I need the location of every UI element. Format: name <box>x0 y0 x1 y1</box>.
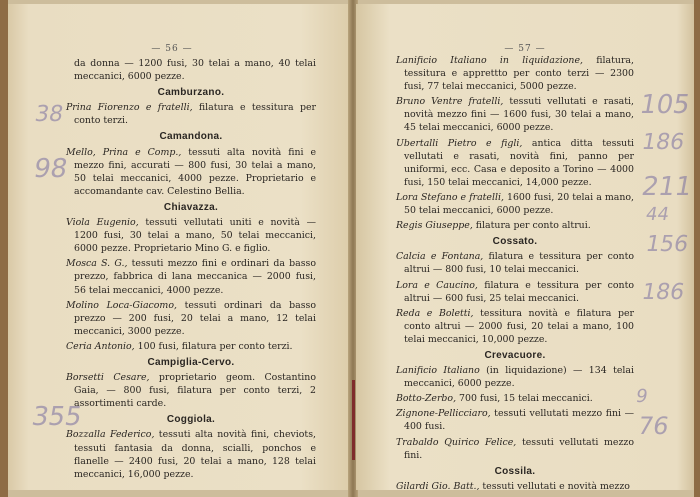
page-number-right: — 57 — <box>504 44 546 54</box>
company-entry <box>66 299 316 338</box>
company-name: Borsetti Cesare, <box>66 372 150 384</box>
company-name: Lora e Caucino, <box>396 279 478 291</box>
entry-details: tessuti alta novità fini e mezzo fini, accurati — 800 fusi, 30 telai a mano, 50 telai meccanici, 4000 pezze. Proprietario e accomandante cav. Celestino Bellia. <box>74 146 317 197</box>
pencil-note: 105 <box>637 90 693 120</box>
company-name: Viola Eugenio, <box>66 217 139 229</box>
entry-details: tessitura novità e filatura per conto altrui — 2000 fusi, 20 telai a mano, 100 telai meccanici, 10,000 pezze. <box>404 307 634 345</box>
entry-details: tessuti vellutati e rasati, novità mezzo fini — 1600 fusi, 30 telai a mano, 45 telai meccanici, 6000 pezze. <box>404 96 634 134</box>
town-heading: Chiavazza. <box>163 201 219 213</box>
entry-details: filatura per conto altrui. <box>472 220 591 232</box>
company-name: Regis Giuseppe, <box>396 220 473 232</box>
page-number-left: — 56 — <box>151 44 193 54</box>
right-binding-edge <box>694 0 700 497</box>
company-entry <box>396 436 634 462</box>
town-heading: Crevacuore. <box>484 349 546 361</box>
company-entry <box>66 340 316 353</box>
company-entry <box>396 250 634 276</box>
company-name: Lanificio Italiano <box>396 365 480 377</box>
company-entry <box>66 428 316 480</box>
pencil-note: 44 <box>644 204 671 225</box>
company-name: Bruno Ventre fratelli, <box>396 96 504 108</box>
entry-details: 1600 fusi, 20 telai a mano, 50 telai meccanici, 6000 pezze. <box>404 191 634 217</box>
company-entry <box>66 371 316 410</box>
company-name: Mello, Prina e Comp., <box>66 146 182 158</box>
town-heading: Cossato. <box>492 236 538 248</box>
company-name: Botto-Zerbo, <box>396 393 457 405</box>
town-heading: Campiglia-Cervo. <box>147 356 235 368</box>
entry-details: da donna — 1200 fusi, 30 telai a mano, 40 telai meccanici, 6000 pezze. <box>74 58 316 83</box>
entry-details: proprietario geom. Costantino Gaia, — 800 fusi, filatura per conto terzi, 2 assortimenti carde. <box>74 372 316 410</box>
company-name: Calcia e Fontana, <box>396 251 484 263</box>
entry-details: (in liquidazione) — 134 telai meccanici, 6000 pezze. <box>404 365 634 390</box>
entry-details: tessuti ordinari da basso prezzo — 200 fusi, 20 telai a mano, 12 telai meccanici, 3000 pezze. <box>74 299 317 337</box>
entry-details: 100 fusi, filatura per conto terzi. <box>134 340 293 352</box>
company-name: Mosca S. G., <box>66 258 128 270</box>
company-entry <box>396 219 634 232</box>
pencil-note: 186 <box>639 130 687 155</box>
company-entry <box>396 307 634 346</box>
entry-details: tessuti vellutati uniti e novità — 1200 fusi, 30 telai a mano, 50 telai meccanici, 6000 pezze. Proprietario Mino G. e figlio. <box>74 217 316 255</box>
town-heading: Camandona. <box>159 131 223 143</box>
entry-details: 700 fusi, 15 telai meccanici. <box>456 393 593 405</box>
entry-details: tessuti vellutati e novità mezzo <box>479 480 630 490</box>
company-name: Ceria Antonio, <box>66 340 135 352</box>
entry-details: filatura e tessitura per conto altrui — 800 fusi, 10 telai meccanici. <box>404 251 634 276</box>
entry-details: filatura e tessitura per conto terzi. <box>74 102 316 127</box>
company-name: Zignone-Pellicciaro, <box>396 408 491 420</box>
entry-details: tessuti mezzo fini e ordinari da basso prezzo, fabbrica di lana meccanica — 2000 fusi, 56 telai meccanici, 4000 pezze. <box>74 258 316 296</box>
company-name: Prina Fiorenzo e fratelli, <box>66 102 193 114</box>
company-entry <box>396 407 634 433</box>
pencil-note: 76 <box>635 412 672 440</box>
pencil-note: 9 <box>634 386 650 407</box>
company-name: Bozzalla Federico, <box>66 429 155 441</box>
company-name: Ubertalli Pietro e figli, <box>396 137 523 149</box>
ribbon-mark <box>352 380 355 460</box>
entry-details: filatura, tessitura e apprettto per conto terzi — 2300 fusi, 77 telai meccanici, 5000 pezze. <box>404 55 635 93</box>
pencil-note: 211 <box>639 172 694 202</box>
company-name: Reda e Boletti, <box>396 307 474 319</box>
entry-details: tessuti vellutati mezzo fini — 400 fusi. <box>404 408 634 433</box>
left-page <box>8 4 352 490</box>
company-name: Molino Loca-Giacomo, <box>66 299 177 311</box>
left-page-text <box>66 57 316 483</box>
pencil-note: 156 <box>643 232 691 257</box>
company-entry <box>66 257 316 296</box>
pencil-note: 38 <box>32 102 66 127</box>
right-page <box>356 4 694 490</box>
left-binding-edge <box>0 0 8 497</box>
company-entry <box>396 54 634 93</box>
company-entry <box>66 146 316 198</box>
entry-continuation <box>66 57 316 83</box>
entry-details: filatura e tessitura per conto altrui — 600 fusi, 25 telai meccanici. <box>404 279 634 304</box>
pencil-note: 186 <box>639 280 687 305</box>
town-heading: Camburzano. <box>157 87 225 99</box>
company-entry <box>66 101 316 127</box>
company-entry <box>396 392 634 405</box>
pencil-note: 98 <box>31 154 70 184</box>
company-entry <box>396 279 634 305</box>
company-name: Lora Stefano e fratelli, <box>396 191 504 203</box>
right-page-text <box>396 54 634 490</box>
company-name: Trabaldo Quirico Felice, <box>396 436 517 448</box>
company-entry <box>396 191 634 217</box>
entry-details: tessuti vellutati mezzo fini. <box>404 436 634 461</box>
entry-details: tessuti alta novità fini, cheviots, tessuti fantasia da donna, scialli, ponchos e flanelle — 2400 fusi, 20 telai a mano, 128 telai meccanici, 16,000 pezze. <box>74 429 316 480</box>
pencil-note: 355 <box>29 402 85 432</box>
entry-details: antica ditta tessuti vellutati e rasati, novità fini, panno per uniformi, ecc. Casa e deposito a Torino — 4000 fusi, 150 telai meccanici, 14,000 pezze. <box>404 137 634 188</box>
company-entry <box>396 364 634 390</box>
town-heading: Cossila. <box>494 465 536 477</box>
company-name: Gilardi Gio. Batt., <box>396 480 480 490</box>
company-entry <box>396 137 634 189</box>
town-heading: Coggiola. <box>166 414 216 426</box>
company-entry <box>396 95 634 134</box>
company-name: Lanificio Italiano in liquidazione, <box>396 55 584 66</box>
company-entry <box>396 480 634 490</box>
company-entry <box>66 216 316 255</box>
